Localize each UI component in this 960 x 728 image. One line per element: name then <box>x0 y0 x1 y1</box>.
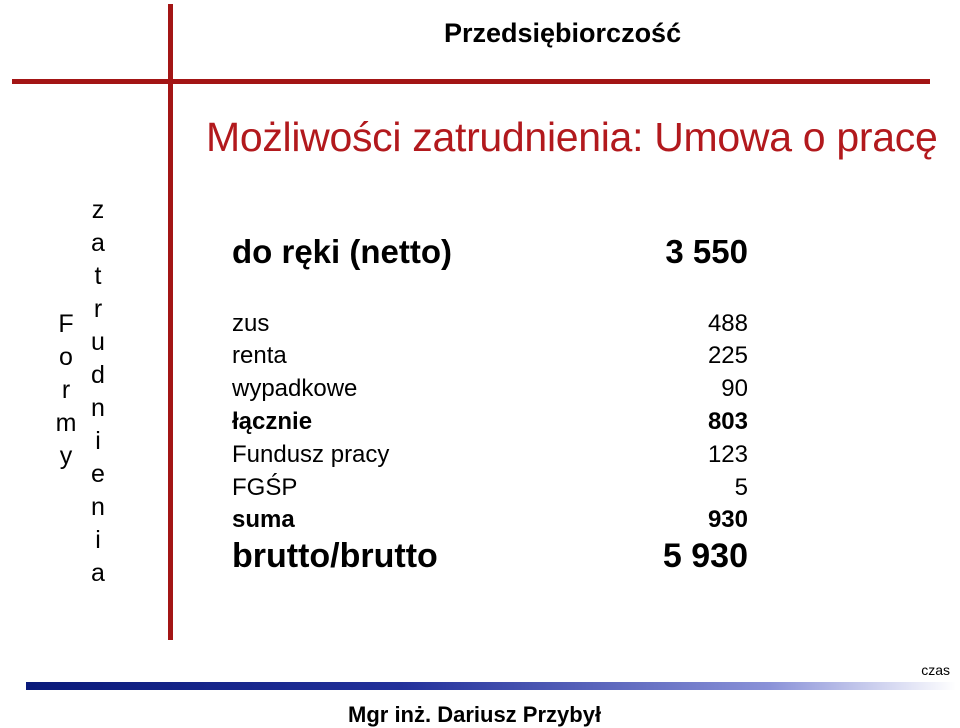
row-label: Fundusz pracy <box>232 441 390 468</box>
vertical-letter: F <box>58 310 74 338</box>
row-zus <box>232 310 748 338</box>
row-suma <box>232 506 748 534</box>
row-value: 803 <box>707 408 748 435</box>
vertical-divider <box>168 4 173 640</box>
row-value: 225 <box>707 342 748 369</box>
slide-title: Możliwości zatrudnienia: Umowa o pracę <box>206 114 938 160</box>
vertical-text-zatrudnienia <box>86 194 110 590</box>
row-label: suma <box>232 506 295 533</box>
vertical-letter: a <box>91 229 105 257</box>
vertical-letter: e <box>91 460 105 488</box>
footer-label: czas <box>921 662 950 678</box>
row-renta <box>232 342 748 370</box>
row-value: 123 <box>707 441 748 468</box>
vertical-letter: t <box>94 262 102 290</box>
row-value: 5 <box>734 474 748 501</box>
row-netto <box>232 233 748 271</box>
vertical-letter: i <box>95 427 101 455</box>
row-value: 930 <box>707 506 748 533</box>
vertical-letter: y <box>59 442 73 470</box>
row-label: renta <box>232 342 287 369</box>
row-fgsp <box>232 474 748 502</box>
vertical-letter: r <box>93 295 103 323</box>
vertical-text-formy <box>54 308 78 473</box>
row-wypadkowe <box>232 375 748 403</box>
vertical-letter: i <box>95 526 101 554</box>
footer-bar <box>26 682 956 690</box>
row-label: zus <box>232 310 270 337</box>
row-label: wypadkowe <box>232 375 358 402</box>
header-title: Przedsiębiorczość <box>444 18 682 48</box>
vertical-letter: d <box>91 361 105 389</box>
row-fundusz <box>232 441 748 469</box>
row-label: brutto/brutto <box>232 537 438 575</box>
row-lacznie <box>232 408 748 436</box>
vertical-letter: n <box>91 394 105 422</box>
footer-author: Mgr inż. Dariusz Przybył <box>348 702 602 727</box>
row-value: 3 550 <box>665 233 748 270</box>
horizontal-divider <box>12 79 930 84</box>
vertical-letter: z <box>91 196 105 224</box>
row-value: 5 930 <box>662 537 748 575</box>
row-label: do ręki (netto) <box>232 233 452 270</box>
vertical-letter: u <box>91 328 105 356</box>
row-label: łącznie <box>232 408 313 435</box>
row-label: FGŚP <box>232 474 298 501</box>
row-value: 488 <box>707 310 748 337</box>
row-brutto <box>232 537 748 576</box>
vertical-letter: r <box>61 376 71 404</box>
vertical-letter: n <box>91 493 105 521</box>
vertical-letter: a <box>91 559 105 587</box>
row-value: 90 <box>721 375 748 402</box>
vertical-letter: o <box>59 343 73 371</box>
vertical-letter: m <box>55 409 77 437</box>
